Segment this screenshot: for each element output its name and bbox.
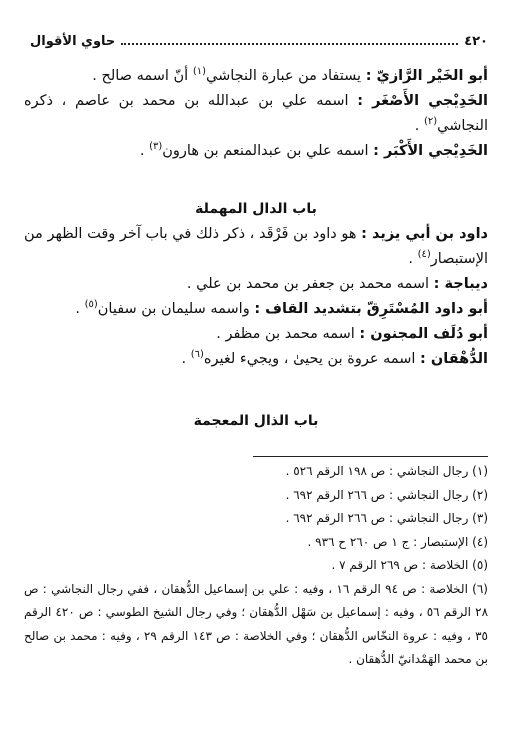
entry-tail: .: [75, 301, 85, 317]
entry-body: يستفاد من عبارة النجاشي: [206, 68, 366, 84]
entry-head: الخَدِيْجي الأَصْغَر :: [357, 93, 488, 109]
entry-abu-dulaf: [24, 322, 488, 347]
footnotes: [24, 460, 488, 672]
entry-head: داود بن أبي يزيد :: [361, 226, 488, 242]
entry-tail: .: [414, 118, 424, 134]
entry-head: ديباجة :: [433, 276, 488, 292]
entry-abu-dawud-mustariq: [24, 297, 488, 322]
section-dhal: [24, 409, 488, 434]
section-dal: [24, 197, 488, 372]
footnote-ref: (٦): [190, 349, 204, 361]
entry-head: الخَدِيْجي الأَكْبَر :: [373, 143, 488, 159]
entry-body: اسمه عروة بن يحيىٰ ، ويجيء لغيره: [203, 351, 421, 367]
footnote: (٦) الخلاصة : ص ٩٤ الرقم ١٦ ، وفيه : علي بن إسماعيل الدُّهقان ، ففي رجال النجاشي : ص ٢٨ الرقم ٥٦ ، وفيه : إسماعيل بن سَهْل الدُّهقان ؛ وفي رجال الشيخ الطوسي : ص ٤٢٠ الرقم ٣٥ ، وفيه : عروة النخّاس الدُّهقان ؛ وفي الخلاصة : ص ١٤٣ الرقم ٢٩ ، وفيه : محمد بن صالح بن محمد الهَمْدانيّ الدُّهقان .: [24, 581, 489, 666]
footnote-ref: (٢): [423, 116, 438, 128]
entry-khadiji-akbar: [24, 139, 488, 164]
section-heading: باب الذال المعجمة: [193, 413, 319, 429]
entry-body: اسمه علي بن عبدالله بن محمد بن عاصم ، ذكره النجاشي: [24, 93, 488, 134]
footnote-ref: (٣): [149, 141, 163, 153]
entry-dibaja: [24, 272, 488, 297]
entry-head: الدُّهْقان :: [420, 351, 488, 367]
running-header: [30, 30, 488, 52]
footnote: (٢) رجال النجاشي : ص ٢٦٦ الرقم ٦٩٢ .: [285, 487, 488, 502]
book-title: حاوي الأقوال: [30, 33, 116, 49]
footnote: (١) رجال النجاشي : ص ١٩٨ الرقم ٥٢٦ .: [285, 464, 488, 478]
footnote-separator: [253, 456, 488, 457]
footnote-ref: (٤): [417, 249, 431, 261]
entry-dihqan: [24, 347, 488, 372]
entry-body: هو داود بن فَرْقَد ، ذكر ذلك في باب آخر وقت الظهر من الإستبصار: [24, 226, 488, 267]
entry-head: أبو دُلَف المجنون :: [359, 326, 488, 342]
footnote: (٣) رجال النجاشي : ص ٢٦٦ الرقم ٦٩٢ .: [285, 511, 488, 525]
footnote-ref: (٥): [84, 299, 98, 311]
entry-head: أبو الخَيْر الرَّازيّ :: [365, 68, 488, 84]
entry-tail: .: [139, 143, 150, 159]
entry-body: اسمه علي بن عبدالمنعم بن هارون: [162, 143, 374, 159]
entry-abu-al-khayr: [24, 64, 488, 89]
entry-dawud-ibn-abi-yazid: [24, 222, 488, 272]
entry-tail: .: [181, 351, 191, 367]
entry-tail: .: [408, 251, 418, 267]
footnote: (٥) الخلاصة : ص ٢٦٩ الرقم ٧ .: [331, 558, 488, 572]
entry-body: اسمه محمد بن مظفر .: [216, 326, 360, 342]
section-heading: باب الدال المهملة: [195, 201, 317, 217]
entry-body: اسمه محمد بن جعفر بن محمد بن علي .: [186, 276, 434, 292]
page-number: ٤٢٠: [464, 33, 488, 49]
entry-tail: أنّ اسمه صالح .: [92, 68, 193, 84]
entry-khadiji-asghar: [24, 89, 488, 139]
footnote: (٤) الإستبصار : ج ١ ص ٢٦٠ ح ٩٣٦ .: [307, 534, 488, 549]
entry-head: أبو داود المُسْتَرِقّ بتشديد القاف :: [254, 301, 488, 317]
header-leader-dots: [121, 43, 458, 45]
footnote-ref: (١): [192, 66, 207, 78]
entry-body: واسمه سليمان بن سفيان: [97, 301, 255, 317]
entries-continued: [24, 64, 488, 164]
